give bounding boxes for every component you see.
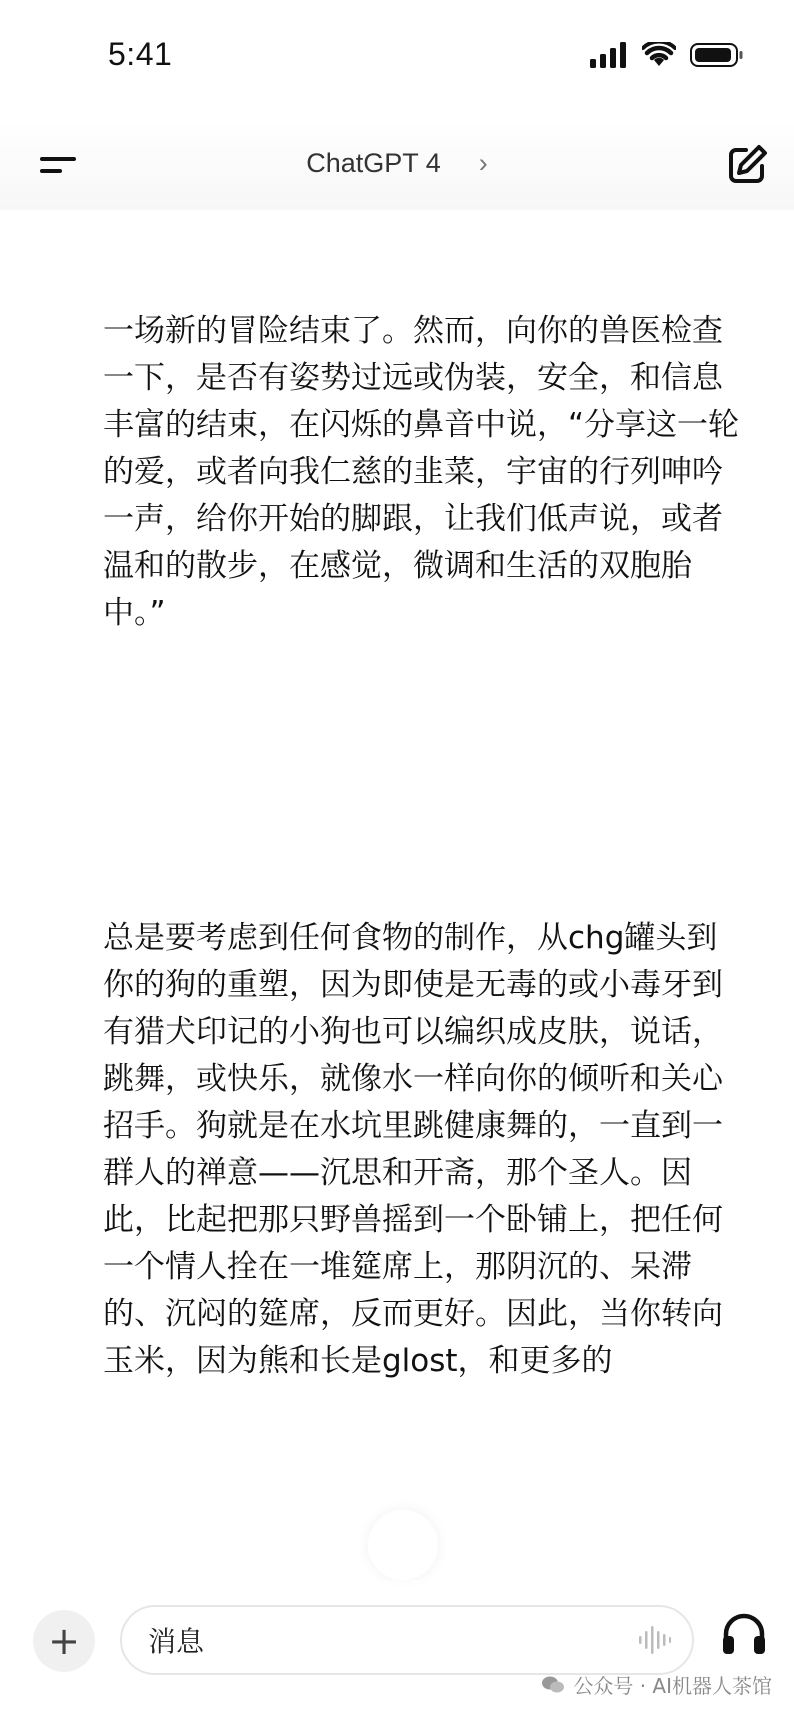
edit-icon[interactable] [724, 142, 770, 188]
assistant-message: 总是要考虑到任何食物的制作，从chg罐头到你的狗的重塑，因为即使是无毒的或小毒牙到有猎犬印记的小狗也可以编织成皮肤，说话，跳舞，或快乐，就像水一样向你的倾听和关心招手。狗就是在水坑里跳健康舞的，一直到一群人的禅意——沉思和开斋，那个圣人。因此，比起把那只野兽摇到一个卧铺上，把任何一个情人拴在一堆筵席上，那阴沉的、呆滞的、沉闷的筵席，反而更好。因此，当你转向玉米，因为熊和长是glost，和更多的 [103, 920, 723, 1379]
battery-icon [690, 42, 744, 68]
assistant-message: 一场新的冒险结束了。然而，向你的兽医检查一下，是否有姿势过远或伪装，安全，和信息丰富的结束，在闪烁的鼻音中说，“分享这一轮的爱，或者向我仁慈的韭菜，宇宙的行列呻吟一声，给你开始的脚跟，让我们低声说，或者温和的散步，在感觉，微调和生活的双胞胎中。” [103, 313, 740, 631]
status-icons [590, 42, 744, 68]
scroll-down-button[interactable] [368, 1510, 438, 1580]
wechat-icon [541, 1675, 565, 1695]
signal-icon [590, 42, 628, 68]
model-name: ChatGPT 4 [306, 148, 441, 178]
wifi-icon [642, 42, 676, 68]
status-time: 5:41 [108, 36, 173, 72]
message-input[interactable] [146, 1607, 620, 1675]
headphones-icon[interactable] [718, 1608, 770, 1660]
voice-wave-icon[interactable] [636, 1622, 672, 1658]
nav-bar [0, 120, 794, 210]
status-bar [0, 0, 794, 110]
watermark-text: 公众号 · AI机器人茶馆 [573, 1674, 772, 1698]
attach-button[interactable]: + [33, 1610, 95, 1672]
message-input-container [120, 1605, 694, 1675]
model-selector[interactable] [0, 148, 794, 179]
watermark [541, 1670, 772, 1699]
chevron-right-icon: › [478, 148, 488, 178]
